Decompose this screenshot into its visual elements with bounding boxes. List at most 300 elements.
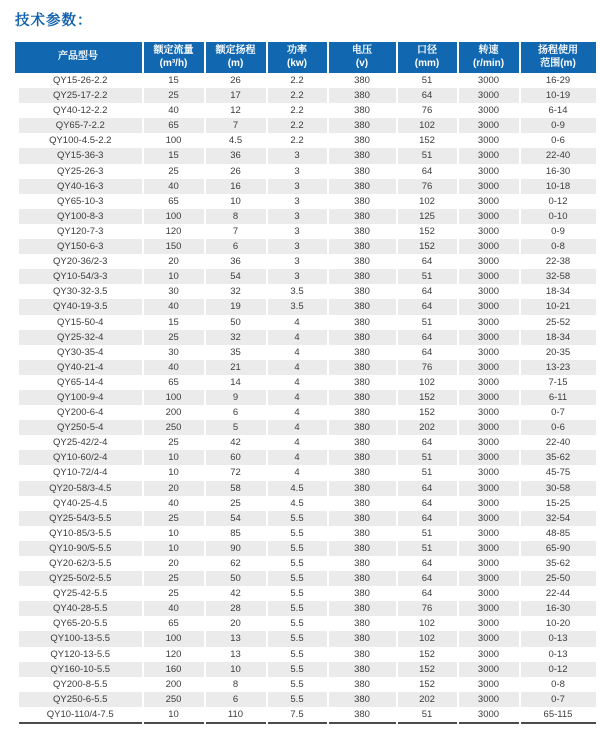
cell-head: 85: [205, 526, 267, 541]
cell-speed: 3000: [458, 420, 520, 435]
table-row: [15, 164, 596, 179]
cell-speed: 3000: [458, 194, 520, 209]
column-header-line: (kw): [287, 57, 307, 69]
cell-speed: 3000: [458, 677, 520, 692]
cell-speed: 3000: [458, 465, 520, 480]
cell-diameter: 152: [397, 405, 458, 420]
cell-range: 15-25: [520, 496, 596, 511]
cell-head: 21: [205, 360, 267, 375]
cell-diameter: 76: [397, 179, 458, 194]
cell-model: QY30-32-3.5: [15, 284, 143, 299]
cell-head: 6: [205, 405, 267, 420]
cell-diameter: 152: [397, 133, 458, 148]
cell-head: 13: [205, 631, 267, 646]
cell-diameter: 202: [397, 692, 458, 707]
cell-power: 4: [267, 465, 328, 480]
cell-voltage: 380: [328, 631, 397, 646]
cell-voltage: 380: [328, 148, 397, 163]
cell-range: 0-13: [520, 647, 596, 662]
cell-flow: 15: [143, 315, 205, 330]
cell-voltage: 380: [328, 586, 397, 601]
cell-flow: 65: [143, 194, 205, 209]
cell-flow: 30: [143, 345, 205, 360]
cell-range: 0-8: [520, 239, 596, 254]
cell-range: 22-44: [520, 586, 596, 601]
cell-range: 10-20: [520, 616, 596, 631]
column-header-power: [267, 42, 328, 73]
cell-range: 16-30: [520, 601, 596, 616]
table-row: [15, 360, 596, 375]
cell-range: 30-58: [520, 481, 596, 496]
cell-model: QY100-4.5-2.2: [15, 133, 143, 148]
cell-flow: 250: [143, 692, 205, 707]
cell-voltage: 380: [328, 601, 397, 616]
cell-flow: 200: [143, 405, 205, 420]
cell-head: 26: [205, 164, 267, 179]
cell-head: 8: [205, 209, 267, 224]
cell-flow: 20: [143, 481, 205, 496]
column-header-range: [520, 42, 596, 73]
cell-power: 5.5: [267, 526, 328, 541]
cell-head: 90: [205, 541, 267, 556]
cell-speed: 3000: [458, 450, 520, 465]
cell-voltage: 380: [328, 164, 397, 179]
column-header-line: 额定扬程: [215, 45, 256, 56]
cell-diameter: 51: [397, 526, 458, 541]
cell-head: 7: [205, 118, 267, 133]
table-row: [15, 330, 596, 345]
cell-head: 36: [205, 254, 267, 269]
cell-range: 7-15: [520, 375, 596, 390]
cell-model: QY200-8-5.5: [15, 677, 143, 692]
cell-head: 14: [205, 375, 267, 390]
cell-voltage: 380: [328, 284, 397, 299]
cell-diameter: 64: [397, 88, 458, 103]
cell-diameter: 51: [397, 148, 458, 163]
cell-flow: 120: [143, 647, 205, 662]
cell-diameter: 152: [397, 647, 458, 662]
cell-speed: 3000: [458, 299, 520, 314]
cell-flow: 15: [143, 73, 205, 88]
cell-range: 0-9: [520, 224, 596, 239]
cell-flow: 40: [143, 179, 205, 194]
cell-flow: 25: [143, 88, 205, 103]
cell-model: QY40-25-4.5: [15, 496, 143, 511]
cell-power: 5.5: [267, 601, 328, 616]
cell-diameter: 64: [397, 586, 458, 601]
cell-voltage: 380: [328, 511, 397, 526]
cell-power: 4: [267, 450, 328, 465]
cell-power: 4: [267, 360, 328, 375]
cell-speed: 3000: [458, 435, 520, 450]
cell-head: 28: [205, 601, 267, 616]
table-row: [15, 541, 596, 556]
cell-range: 22-40: [520, 148, 596, 163]
cell-model: QY200-6-4: [15, 405, 143, 420]
cell-voltage: 380: [328, 556, 397, 571]
table-row: [15, 511, 596, 526]
cell-range: 6-11: [520, 390, 596, 405]
cell-voltage: 380: [328, 345, 397, 360]
cell-range: 45-75: [520, 465, 596, 480]
column-header-line: (mm): [414, 57, 440, 69]
cell-power: 5.5: [267, 556, 328, 571]
cell-range: 13-23: [520, 360, 596, 375]
cell-power: 5.5: [267, 586, 328, 601]
cell-flow: 65: [143, 375, 205, 390]
cell-voltage: 380: [328, 269, 397, 284]
cell-head: 4.5: [205, 133, 267, 148]
cell-model: QY65-7-2.2: [15, 118, 143, 133]
cell-diameter: 152: [397, 662, 458, 677]
cell-head: 72: [205, 465, 267, 480]
cell-head: 54: [205, 511, 267, 526]
cell-power: 5.5: [267, 692, 328, 707]
cell-head: 54: [205, 269, 267, 284]
cell-voltage: 380: [328, 375, 397, 390]
table-row: [15, 133, 596, 148]
table-row: [15, 73, 596, 88]
table-row: [15, 315, 596, 330]
cell-head: 50: [205, 571, 267, 586]
cell-range: 25-50: [520, 571, 596, 586]
cell-flow: 100: [143, 631, 205, 646]
cell-voltage: 380: [328, 465, 397, 480]
cell-power: 3: [267, 209, 328, 224]
cell-diameter: 152: [397, 390, 458, 405]
cell-range: 0-12: [520, 662, 596, 677]
cell-power: 5.5: [267, 647, 328, 662]
cell-flow: 10: [143, 450, 205, 465]
cell-voltage: 380: [328, 88, 397, 103]
column-header-speed: [458, 42, 520, 73]
cell-speed: 3000: [458, 179, 520, 194]
cell-flow: 25: [143, 511, 205, 526]
cell-diameter: 64: [397, 284, 458, 299]
cell-range: 65-90: [520, 541, 596, 556]
cell-range: 6-14: [520, 103, 596, 118]
cell-model: QY20-36/2-3: [15, 254, 143, 269]
cell-range: 18-34: [520, 284, 596, 299]
cell-speed: 3000: [458, 571, 520, 586]
cell-speed: 3000: [458, 375, 520, 390]
table-row: [15, 662, 596, 677]
cell-voltage: 380: [328, 118, 397, 133]
cell-speed: 3000: [458, 360, 520, 375]
cell-model: QY65-10-3: [15, 194, 143, 209]
header-row: [15, 42, 596, 73]
cell-range: 16-30: [520, 164, 596, 179]
cell-power: 3: [267, 194, 328, 209]
table-row: [15, 284, 596, 299]
cell-voltage: 380: [328, 73, 397, 88]
page-title: 技术参数：: [15, 13, 93, 29]
table-row: [15, 148, 596, 163]
table-row: [15, 209, 596, 224]
cell-voltage: 380: [328, 179, 397, 194]
cell-model: QY40-21-4: [15, 360, 143, 375]
cell-model: QY25-17-2.2: [15, 88, 143, 103]
column-header-line: 电压: [352, 45, 372, 56]
cell-speed: 3000: [458, 209, 520, 224]
cell-speed: 3000: [458, 496, 520, 511]
column-header-line: (r/min): [472, 57, 505, 69]
cell-speed: 3000: [458, 284, 520, 299]
cell-voltage: 380: [328, 435, 397, 450]
cell-diameter: 102: [397, 631, 458, 646]
cell-speed: 3000: [458, 73, 520, 88]
cell-diameter: 51: [397, 450, 458, 465]
cell-head: 25: [205, 496, 267, 511]
table-row: [15, 692, 596, 707]
cell-head: 10: [205, 662, 267, 677]
cell-range: 10-21: [520, 299, 596, 314]
cell-range: 10-19: [520, 88, 596, 103]
table-row: [15, 526, 596, 541]
cell-range: 35-62: [520, 556, 596, 571]
table-row: [15, 179, 596, 194]
column-header-line: 扬程使用: [538, 45, 578, 56]
cell-diameter: 64: [397, 330, 458, 345]
cell-head: 20: [205, 616, 267, 631]
cell-flow: 25: [143, 164, 205, 179]
cell-voltage: 380: [328, 194, 397, 209]
cell-model: QY150-6-3: [15, 239, 143, 254]
cell-flow: 10: [143, 541, 205, 556]
cell-power: 5.5: [267, 541, 328, 556]
table-row: [15, 707, 596, 723]
cell-model: QY65-14-4: [15, 375, 143, 390]
cell-flow: 100: [143, 209, 205, 224]
cell-head: 42: [205, 435, 267, 450]
cell-range: 32-58: [520, 269, 596, 284]
cell-head: 50: [205, 315, 267, 330]
cell-speed: 3000: [458, 269, 520, 284]
column-header-line: 范围(m): [540, 57, 576, 69]
cell-voltage: 380: [328, 450, 397, 465]
cell-voltage: 380: [328, 315, 397, 330]
cell-power: 3: [267, 254, 328, 269]
cell-voltage: 380: [328, 541, 397, 556]
specs-table-body: [15, 73, 596, 723]
cell-power: 4: [267, 345, 328, 360]
cell-model: QY10-72/4-4: [15, 465, 143, 480]
cell-diameter: 102: [397, 118, 458, 133]
cell-speed: 3000: [458, 631, 520, 646]
cell-power: 2.2: [267, 73, 328, 88]
cell-model: QY100-13-5.5: [15, 631, 143, 646]
cell-model: QY65-20-5.5: [15, 616, 143, 631]
cell-diameter: 64: [397, 481, 458, 496]
cell-head: 62: [205, 556, 267, 571]
cell-range: 25-52: [520, 315, 596, 330]
cell-voltage: 380: [328, 330, 397, 345]
cell-range: 22-38: [520, 254, 596, 269]
column-header-line: 额定流量: [153, 45, 194, 56]
table-row: [15, 420, 596, 435]
cell-diameter: 64: [397, 571, 458, 586]
cell-model: QY15-36-3: [15, 148, 143, 163]
cell-voltage: 380: [328, 571, 397, 586]
cell-diameter: 76: [397, 360, 458, 375]
cell-voltage: 380: [328, 496, 397, 511]
cell-diameter: 64: [397, 164, 458, 179]
cell-head: 12: [205, 103, 267, 118]
cell-flow: 10: [143, 526, 205, 541]
cell-head: 58: [205, 481, 267, 496]
cell-model: QY25-42/2-4: [15, 435, 143, 450]
cell-head: 10: [205, 194, 267, 209]
cell-power: 3: [267, 224, 328, 239]
cell-head: 60: [205, 450, 267, 465]
cell-power: 7.5: [267, 707, 328, 723]
cell-flow: 25: [143, 435, 205, 450]
cell-power: 4: [267, 375, 328, 390]
cell-power: 4: [267, 420, 328, 435]
column-header-head: [205, 42, 267, 73]
cell-model: QY250-6-5.5: [15, 692, 143, 707]
table-row: [15, 405, 596, 420]
cell-head: 32: [205, 284, 267, 299]
cell-model: QY25-32-4: [15, 330, 143, 345]
cell-power: 3: [267, 179, 328, 194]
cell-power: 5.5: [267, 511, 328, 526]
cell-range: 0-13: [520, 631, 596, 646]
table-row: [15, 118, 596, 133]
cell-speed: 3000: [458, 647, 520, 662]
cell-speed: 3000: [458, 616, 520, 631]
table-row: [15, 390, 596, 405]
cell-model: QY100-9-4: [15, 390, 143, 405]
column-header-line: (m): [227, 57, 244, 69]
cell-model: QY160-10-5.5: [15, 662, 143, 677]
column-header-line: 口径: [417, 45, 437, 56]
cell-power: 3: [267, 269, 328, 284]
cell-range: 48-85: [520, 526, 596, 541]
cell-model: QY120-7-3: [15, 224, 143, 239]
cell-voltage: 380: [328, 662, 397, 677]
cell-flow: 20: [143, 254, 205, 269]
cell-range: 18-34: [520, 330, 596, 345]
cell-speed: 3000: [458, 481, 520, 496]
table-row: [15, 647, 596, 662]
table-row: [15, 677, 596, 692]
cell-flow: 10: [143, 707, 205, 723]
cell-voltage: 380: [328, 692, 397, 707]
cell-power: 4: [267, 390, 328, 405]
cell-speed: 3000: [458, 390, 520, 405]
cell-model: QY40-19-3.5: [15, 299, 143, 314]
cell-speed: 3000: [458, 586, 520, 601]
cell-diameter: 51: [397, 269, 458, 284]
cell-speed: 3000: [458, 526, 520, 541]
cell-diameter: 64: [397, 556, 458, 571]
cell-head: 35: [205, 345, 267, 360]
cell-power: 5.5: [267, 662, 328, 677]
cell-power: 3: [267, 148, 328, 163]
cell-diameter: 64: [397, 435, 458, 450]
cell-speed: 3000: [458, 164, 520, 179]
cell-power: 2.2: [267, 88, 328, 103]
cell-speed: 3000: [458, 148, 520, 163]
cell-range: 0-10: [520, 209, 596, 224]
table-row: [15, 299, 596, 314]
cell-diameter: 202: [397, 420, 458, 435]
cell-head: 7: [205, 224, 267, 239]
cell-head: 13: [205, 647, 267, 662]
cell-speed: 3000: [458, 556, 520, 571]
cell-model: QY10-54/3-3: [15, 269, 143, 284]
column-header-line: (m³/h): [159, 57, 188, 69]
cell-diameter: 64: [397, 511, 458, 526]
cell-head: 6: [205, 239, 267, 254]
table-row: [15, 103, 596, 118]
cell-flow: 40: [143, 103, 205, 118]
cell-power: 4.5: [267, 496, 328, 511]
cell-diameter: 51: [397, 541, 458, 556]
cell-model: QY15-26-2.2: [15, 73, 143, 88]
cell-model: QY25-50/2-5.5: [15, 571, 143, 586]
cell-diameter: 64: [397, 496, 458, 511]
cell-range: 0-7: [520, 405, 596, 420]
cell-voltage: 380: [328, 707, 397, 723]
cell-range: 16-29: [520, 73, 596, 88]
cell-voltage: 380: [328, 209, 397, 224]
cell-diameter: 76: [397, 103, 458, 118]
cell-range: 0-6: [520, 420, 596, 435]
cell-speed: 3000: [458, 511, 520, 526]
cell-model: QY30-35-4: [15, 345, 143, 360]
cell-model: QY250-5-4: [15, 420, 143, 435]
table-row: [15, 616, 596, 631]
table-row: [15, 481, 596, 496]
column-header-diameter: [397, 42, 458, 73]
cell-range: 0-12: [520, 194, 596, 209]
cell-head: 6: [205, 692, 267, 707]
cell-flow: 150: [143, 239, 205, 254]
cell-range: 22-40: [520, 435, 596, 450]
cell-model: QY120-13-5.5: [15, 647, 143, 662]
cell-flow: 25: [143, 571, 205, 586]
column-header-line: 转速: [478, 45, 499, 56]
cell-power: 4.5: [267, 481, 328, 496]
cell-range: 65-115: [520, 707, 596, 723]
cell-range: 0-7: [520, 692, 596, 707]
cell-diameter: 51: [397, 73, 458, 88]
cell-power: 2.2: [267, 118, 328, 133]
cell-power: 5.5: [267, 631, 328, 646]
cell-power: 2.2: [267, 103, 328, 118]
cell-power: 3: [267, 239, 328, 254]
cell-voltage: 380: [328, 481, 397, 496]
cell-voltage: 380: [328, 360, 397, 375]
cell-power: 3: [267, 164, 328, 179]
cell-flow: 40: [143, 601, 205, 616]
table-row: [15, 586, 596, 601]
cell-diameter: 51: [397, 707, 458, 723]
cell-voltage: 380: [328, 103, 397, 118]
table-row: [15, 631, 596, 646]
cell-range: 0-8: [520, 677, 596, 692]
cell-power: 4: [267, 405, 328, 420]
column-header-flow: [143, 42, 205, 73]
column-header-line: 产品型号: [58, 51, 98, 63]
cell-flow: 40: [143, 299, 205, 314]
cell-range: 0-9: [520, 118, 596, 133]
cell-model: QY25-42-5.5: [15, 586, 143, 601]
cell-range: 20-35: [520, 345, 596, 360]
cell-flow: 10: [143, 269, 205, 284]
